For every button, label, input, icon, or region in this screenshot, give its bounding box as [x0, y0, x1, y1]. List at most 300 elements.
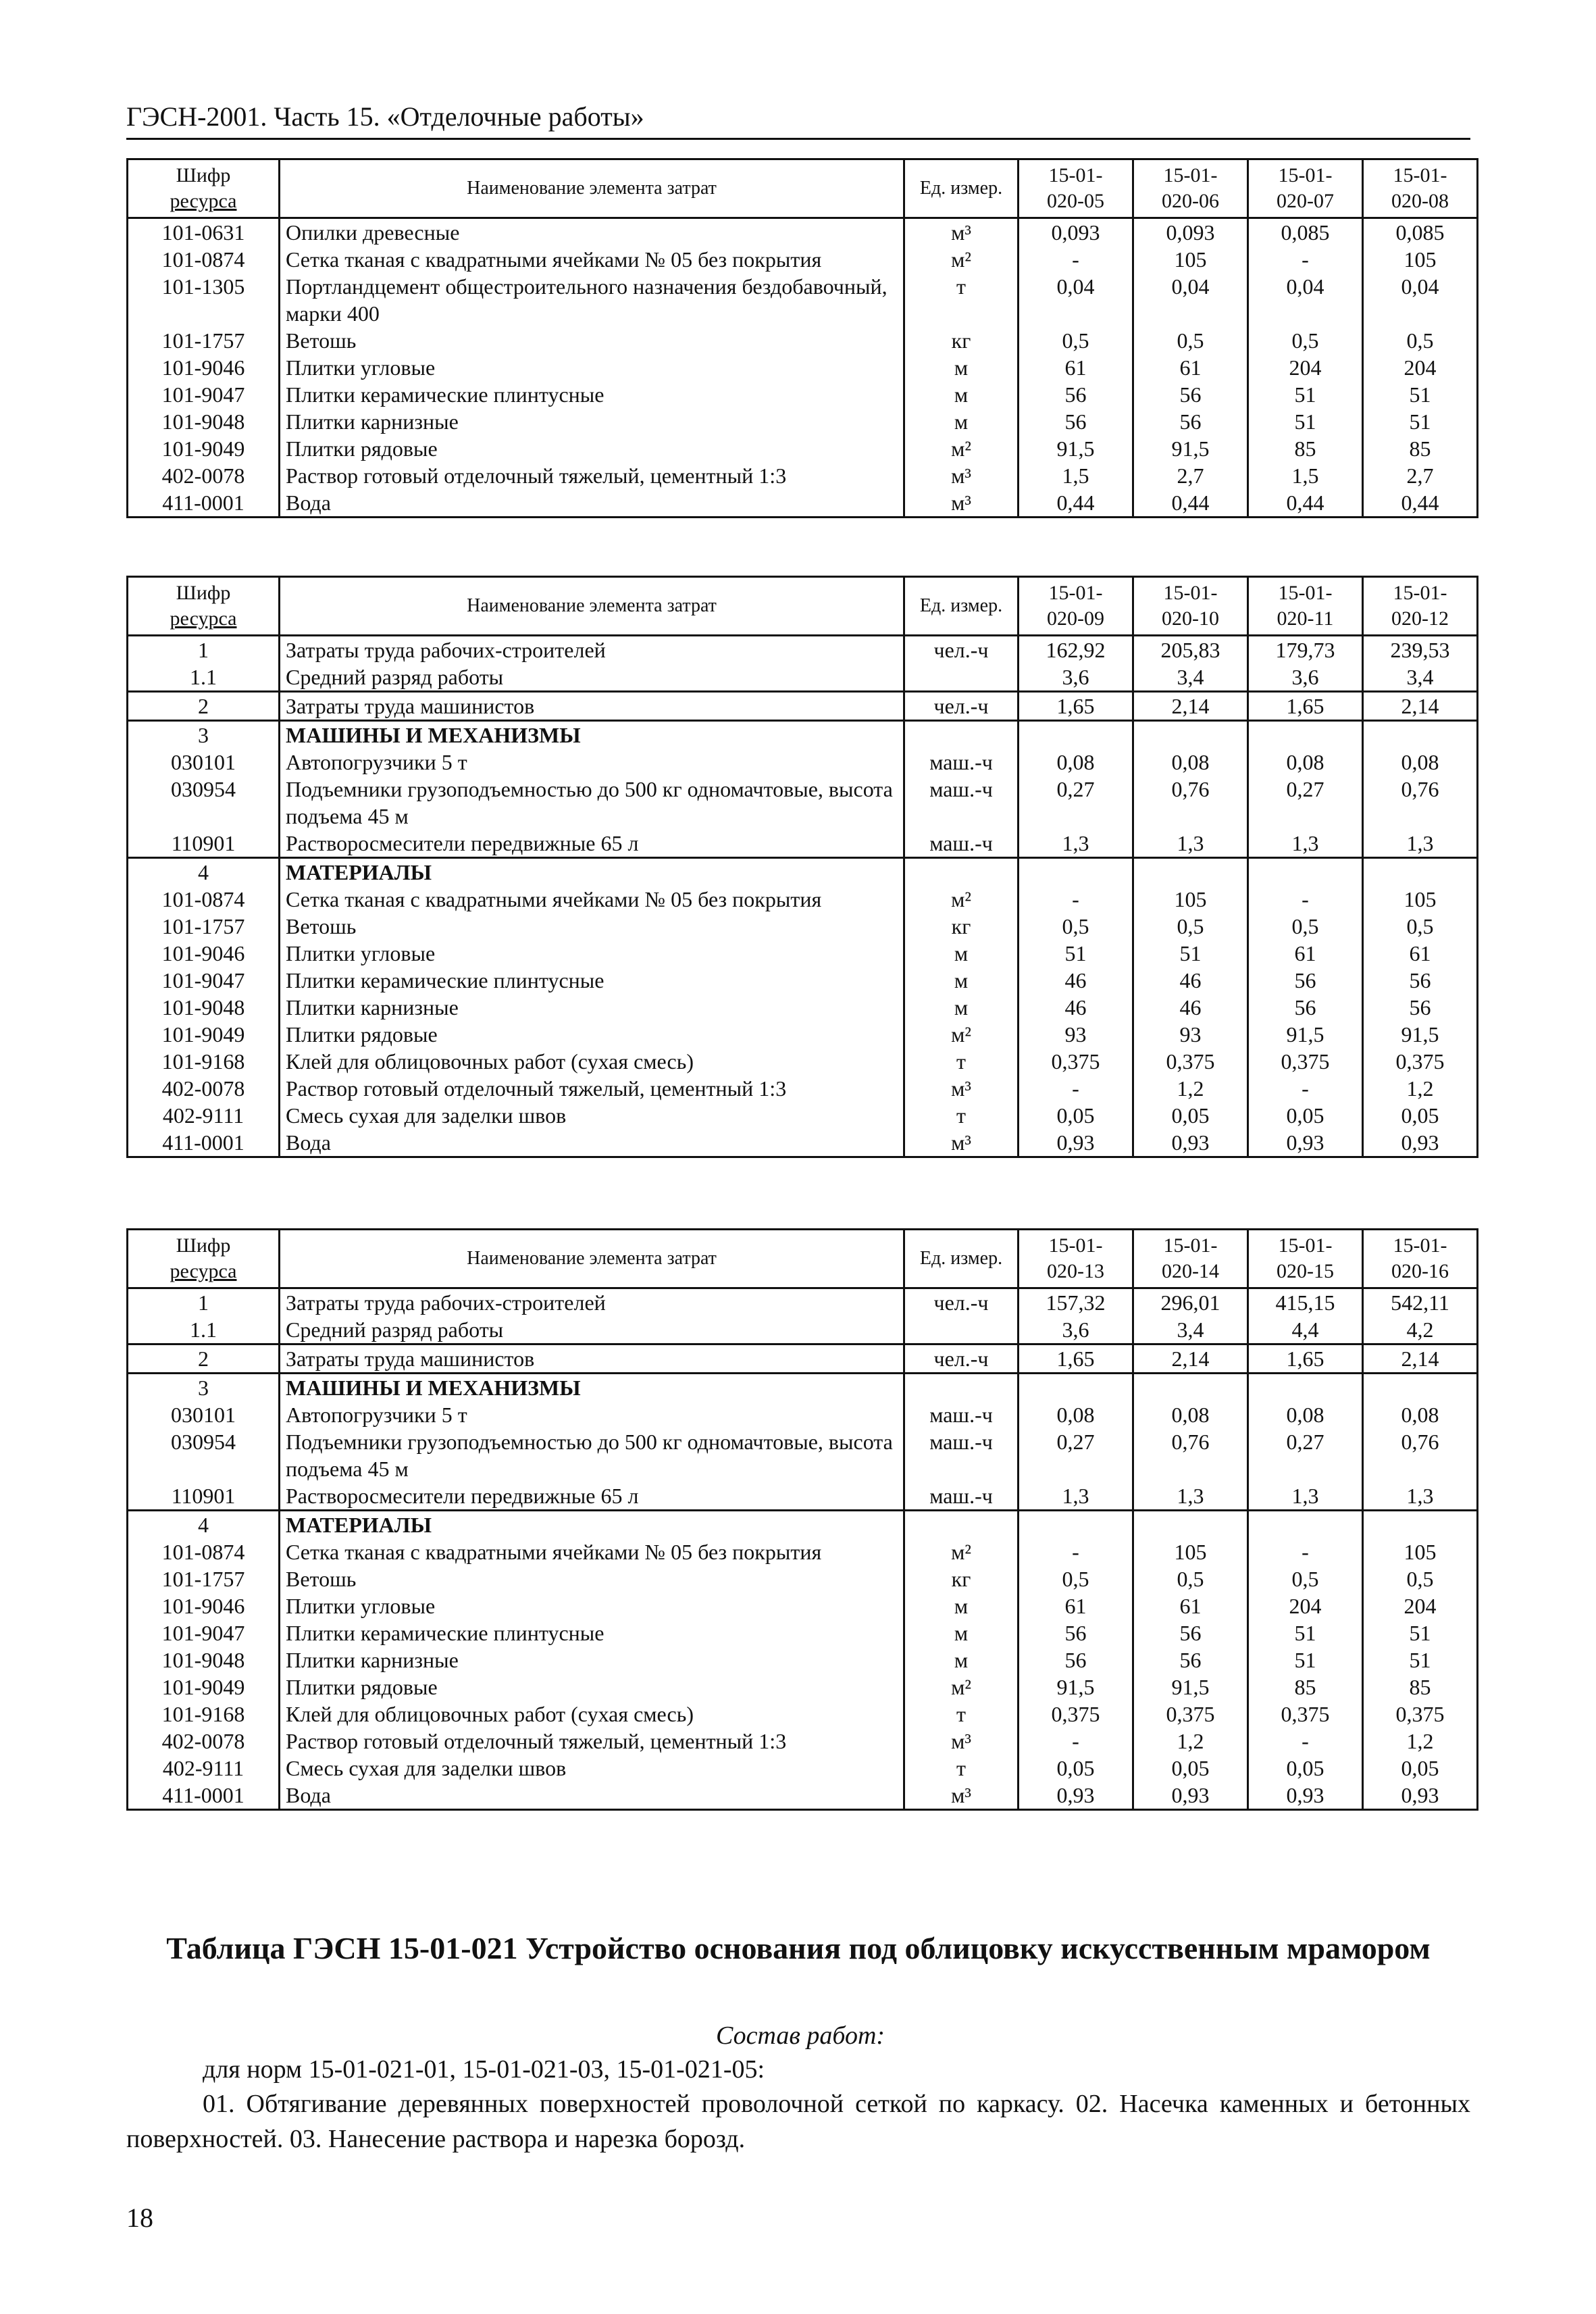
resource-unit: м [904, 994, 1019, 1021]
resource-name: Средний разряд работы [280, 663, 904, 692]
table-row [128, 1129, 1478, 1157]
resource-value: 2,14 [1363, 1344, 1478, 1374]
resource-value: 0,093 [1133, 218, 1248, 247]
resource-value: 46 [1019, 967, 1133, 994]
resource-value: 85 [1363, 1674, 1478, 1701]
resource-value [1363, 1374, 1478, 1402]
resource-code: 402-0078 [128, 462, 280, 489]
resource-value: - [1248, 1728, 1363, 1755]
header-unit: Ед. измер. [904, 577, 1019, 636]
resource-code: 101-1757 [128, 913, 280, 940]
resource-unit: м³ [904, 218, 1019, 247]
resource-code: 402-0078 [128, 1728, 280, 1755]
resource-unit: м³ [904, 489, 1019, 518]
resource-name: МАШИНЫ И МЕХАНИЗМЫ [280, 1374, 904, 1402]
resource-value: 56 [1019, 1619, 1133, 1646]
resource-value: 105 [1133, 246, 1248, 273]
resource-code: 110901 [128, 830, 280, 858]
resource-value: 0,44 [1133, 489, 1248, 518]
resource-value: 1,3 [1363, 830, 1478, 858]
header-code-line2: ресурса [170, 607, 237, 630]
resource-value: 2,14 [1133, 1344, 1248, 1374]
resource-unit: м [904, 408, 1019, 435]
resource-value: 0,5 [1019, 913, 1133, 940]
resource-value: 2,14 [1363, 692, 1478, 721]
resource-code: 402-9111 [128, 1102, 280, 1129]
resource-name: Растворосмесители передвижные 65 л [280, 1482, 904, 1511]
resource-code: 1 [128, 1288, 280, 1317]
resource-value: 61 [1363, 940, 1478, 967]
resource-value: 0,08 [1363, 749, 1478, 776]
resource-value: 0,05 [1133, 1102, 1248, 1129]
header-code-line1: Шифр [176, 164, 231, 186]
header-name: Наименование элемента затрат [280, 159, 904, 218]
resource-value: 0,08 [1248, 1401, 1363, 1428]
resource-value: 91,5 [1133, 435, 1248, 462]
resource-value: 85 [1248, 1674, 1363, 1701]
header-code [128, 159, 280, 218]
resource-value: 1,3 [1248, 1482, 1363, 1511]
resource-name: Раствор готовый отделочный тяжелый, цементный 1:3 [280, 462, 904, 489]
norm-code-line1: 15-01- [1048, 1234, 1103, 1257]
resource-name: Затраты труда рабочих-строителей [280, 636, 904, 664]
table-row [128, 1344, 1478, 1374]
resource-value: 2,7 [1133, 462, 1248, 489]
resource-unit [904, 1511, 1019, 1539]
resource-value: 0,375 [1133, 1701, 1248, 1728]
header-norm-code [1363, 1230, 1478, 1288]
resource-value: 1,2 [1133, 1728, 1248, 1755]
table-row [128, 1728, 1478, 1755]
resource-name: Клей для облицовочных работ (сухая смесь) [280, 1701, 904, 1728]
resource-unit: м³ [904, 1728, 1019, 1755]
resource-value: 0,05 [1133, 1755, 1248, 1782]
norm-code-line2: 020-13 [1047, 1260, 1104, 1282]
header-norm-code [1133, 159, 1248, 218]
table-row [128, 1511, 1478, 1539]
works-description: 01. Обтягивание деревянных поверхностей проволочной сеткой по каркасу. 02. Насечка каменных и бетонных поверхностей. 03. Нанесение раствора и нарезка борозд. [126, 2090, 1470, 2153]
resource-name: Плитки рядовые [280, 435, 904, 462]
resource-name: Смесь сухая для заделки швов [280, 1755, 904, 1782]
resource-value [1248, 1511, 1363, 1539]
table-row [128, 381, 1478, 408]
resource-unit: м² [904, 1674, 1019, 1701]
resource-name: Плитки рядовые [280, 1674, 904, 1701]
resource-code: 101-1757 [128, 1565, 280, 1592]
resource-code: 101-9049 [128, 1021, 280, 1048]
resource-unit: т [904, 1048, 1019, 1075]
resource-name: Опилки древесные [280, 218, 904, 247]
resource-name: Плитки карнизные [280, 994, 904, 1021]
norm-code-line2: 020-12 [1391, 607, 1449, 630]
resource-code: 101-0874 [128, 1538, 280, 1565]
resource-value: 61 [1133, 1592, 1248, 1619]
table-row [128, 940, 1478, 967]
table-row [128, 663, 1478, 692]
resource-value: 61 [1019, 354, 1133, 381]
table-header [128, 1230, 1478, 1288]
resource-value: 1,3 [1019, 830, 1133, 858]
resource-unit: т [904, 1102, 1019, 1129]
resource-value: 0,5 [1133, 327, 1248, 354]
resource-unit: чел.-ч [904, 636, 1019, 664]
resource-name: Раствор готовый отделочный тяжелый, цементный 1:3 [280, 1728, 904, 1755]
resource-value: 0,5 [1363, 1565, 1478, 1592]
resource-code: 2 [128, 692, 280, 721]
table-row [128, 1428, 1478, 1482]
resource-name: Плитки керамические плинтусные [280, 1619, 904, 1646]
norm-code-line2: 020-09 [1047, 607, 1104, 630]
resource-unit: т [904, 273, 1019, 327]
resource-value: 1,5 [1248, 462, 1363, 489]
resource-value: 4,2 [1363, 1316, 1478, 1344]
resource-value: 0,05 [1363, 1102, 1478, 1129]
resource-value: 0,27 [1019, 776, 1133, 830]
resource-code: 1 [128, 636, 280, 664]
resource-code: 402-9111 [128, 1755, 280, 1782]
norm-code-line1: 15-01- [1163, 582, 1218, 604]
resource-value: 56 [1019, 1646, 1133, 1674]
resource-value: 0,5 [1248, 327, 1363, 354]
resource-value: 91,5 [1248, 1021, 1363, 1048]
resource-value: 1,3 [1133, 1482, 1248, 1511]
header-unit: Ед. измер. [904, 1230, 1019, 1288]
resource-value: 3,6 [1019, 663, 1133, 692]
resource-value: 56 [1248, 994, 1363, 1021]
composition-label: Состав работ: [716, 2021, 885, 2050]
table-row [128, 1592, 1478, 1619]
resource-value: 0,04 [1363, 273, 1478, 327]
table-row [128, 1021, 1478, 1048]
resource-value: 0,08 [1019, 1401, 1133, 1428]
table-row [128, 1565, 1478, 1592]
resource-value: 0,05 [1248, 1755, 1363, 1782]
norm-code-line2: 020-05 [1047, 190, 1104, 212]
resource-value: 0,76 [1133, 776, 1248, 830]
resource-name: Подъемники грузоподъемностью до 500 кг одномачтовые, высота подъема 45 м [280, 776, 904, 830]
norm-code-line1: 15-01- [1393, 1234, 1447, 1257]
resource-value: 0,08 [1133, 749, 1248, 776]
resource-unit: чел.-ч [904, 1288, 1019, 1317]
resource-value: 2,14 [1133, 692, 1248, 721]
header-norm-code [1019, 577, 1133, 636]
resource-value: 85 [1363, 435, 1478, 462]
resource-value: 46 [1019, 994, 1133, 1021]
norm-code-line1: 15-01- [1163, 164, 1218, 186]
table-row [128, 858, 1478, 886]
resource-name: Клей для облицовочных работ (сухая смесь) [280, 1048, 904, 1075]
resource-name: Растворосмесители передвижные 65 л [280, 830, 904, 858]
resource-name: Сетка тканая с квадратными ячейками № 05 без покрытия [280, 886, 904, 913]
table-row [128, 1288, 1478, 1317]
resource-code: 411-0001 [128, 489, 280, 518]
resource-value: 93 [1133, 1021, 1248, 1048]
resource-value: 3,4 [1133, 1316, 1248, 1344]
resource-value: 0,05 [1248, 1102, 1363, 1129]
table-body [128, 218, 1478, 518]
header-code-line2: ресурса [170, 190, 237, 212]
resource-value: 56 [1363, 967, 1478, 994]
resource-value: 0,27 [1019, 1428, 1133, 1482]
resource-value: 56 [1248, 967, 1363, 994]
resource-value: 0,04 [1133, 273, 1248, 327]
header-norm-code [1248, 577, 1363, 636]
resource-unit [904, 1374, 1019, 1402]
table-row [128, 273, 1478, 327]
norm-code-line1: 15-01- [1163, 1234, 1218, 1257]
header-norm-code [1363, 159, 1478, 218]
resource-unit: маш.-ч [904, 830, 1019, 858]
resource-name: Сетка тканая с квадратными ячейками № 05 без покрытия [280, 246, 904, 273]
resource-value: 0,5 [1133, 1565, 1248, 1592]
resource-value: 51 [1133, 940, 1248, 967]
resource-value: 51 [1248, 1619, 1363, 1646]
resource-value: 0,5 [1019, 327, 1133, 354]
resource-value: 1,3 [1363, 1482, 1478, 1511]
resource-code: 101-0874 [128, 246, 280, 273]
resource-value [1019, 858, 1133, 886]
resource-name: Плитки карнизные [280, 408, 904, 435]
resource-value: 0,05 [1019, 1755, 1133, 1782]
resource-value: 1,65 [1248, 1344, 1363, 1374]
resource-value: - [1019, 1538, 1133, 1565]
table-row [128, 1701, 1478, 1728]
resource-value: 0,5 [1133, 913, 1248, 940]
resource-value: 51 [1248, 408, 1363, 435]
norm-code-line1: 15-01- [1393, 582, 1447, 604]
table-row [128, 1674, 1478, 1701]
table-header [128, 159, 1478, 218]
resource-value: 157,32 [1019, 1288, 1133, 1317]
resource-unit: кг [904, 1565, 1019, 1592]
resource-code: 110901 [128, 1482, 280, 1511]
header-norm-code [1133, 577, 1248, 636]
resource-value: 91,5 [1133, 1674, 1248, 1701]
resource-unit: кг [904, 327, 1019, 354]
resource-value [1133, 1374, 1248, 1402]
norms-line: для норм 15-01-021-01, 15-01-021-03, 15-01-021-05: [203, 2055, 765, 2084]
resource-value: - [1248, 1075, 1363, 1102]
resource-code: 4 [128, 858, 280, 886]
header-row [128, 577, 1478, 636]
resource-value: 0,76 [1363, 776, 1478, 830]
resource-value: 1,3 [1133, 830, 1248, 858]
resource-value [1363, 858, 1478, 886]
table-row [128, 994, 1478, 1021]
resource-value: 51 [1248, 1646, 1363, 1674]
table-row [128, 1538, 1478, 1565]
resource-unit: маш.-ч [904, 749, 1019, 776]
table-row [128, 776, 1478, 830]
resource-name: Вода [280, 1129, 904, 1157]
resource-name: Автопогрузчики 5 т [280, 1401, 904, 1428]
resource-unit [904, 1316, 1019, 1344]
resource-unit: чел.-ч [904, 692, 1019, 721]
resource-value: 46 [1133, 967, 1248, 994]
resource-code: 101-1305 [128, 273, 280, 327]
resource-name: Плитки угловые [280, 1592, 904, 1619]
resource-name: МАТЕРИАЛЫ [280, 858, 904, 886]
norm-code-line2: 020-14 [1162, 1260, 1219, 1282]
resource-value: 0,93 [1363, 1129, 1478, 1157]
resource-value: 1,2 [1363, 1728, 1478, 1755]
header-code-line2: ресурса [170, 1260, 237, 1282]
resource-name: Портландцемент общестроительного назначения бездобавочный, марки 400 [280, 273, 904, 327]
resource-name: Ветошь [280, 327, 904, 354]
resource-code: 1.1 [128, 663, 280, 692]
resource-value [1019, 721, 1133, 749]
resource-value: - [1019, 886, 1133, 913]
resource-value: 56 [1133, 1619, 1248, 1646]
resource-table-1 [126, 158, 1478, 518]
norm-code-line2: 020-16 [1391, 1260, 1449, 1282]
header-norm-code [1363, 577, 1478, 636]
resource-value: 0,44 [1248, 489, 1363, 518]
resource-value: 0,93 [1019, 1129, 1133, 1157]
header-code-line1: Шифр [176, 1234, 231, 1257]
table-row [128, 1755, 1478, 1782]
resource-value [1133, 1511, 1248, 1539]
table-row [128, 692, 1478, 721]
resource-value: 0,76 [1363, 1428, 1478, 1482]
resource-code: 101-9047 [128, 967, 280, 994]
resource-name: Смесь сухая для заделки швов [280, 1102, 904, 1129]
resource-name: Затраты труда рабочих-строителей [280, 1288, 904, 1317]
norm-code-line2: 020-11 [1277, 607, 1334, 630]
table-row [128, 435, 1478, 462]
section-title: Таблица ГЭСН 15-01-021 Устройство основания под облицовку искусственным мрамором [166, 1931, 1431, 1965]
resource-value: - [1019, 246, 1133, 273]
resource-code: 101-9049 [128, 435, 280, 462]
resource-value: 0,375 [1019, 1048, 1133, 1075]
resource-value: 1,65 [1248, 692, 1363, 721]
resource-unit: маш.-ч [904, 1428, 1019, 1482]
resource-value: 91,5 [1019, 435, 1133, 462]
resource-value: 0,5 [1363, 913, 1478, 940]
resource-value: 61 [1248, 940, 1363, 967]
resource-value: 0,93 [1133, 1782, 1248, 1810]
resource-value: 1,65 [1019, 692, 1133, 721]
resource-code: 030101 [128, 749, 280, 776]
resource-value [1019, 1374, 1133, 1402]
resource-value: 61 [1133, 354, 1248, 381]
resource-value: 51 [1363, 1646, 1478, 1674]
header-row [128, 1230, 1478, 1288]
resource-value: 0,08 [1019, 749, 1133, 776]
resource-value [1248, 721, 1363, 749]
resource-code: 030101 [128, 1401, 280, 1428]
resource-value: 1,3 [1248, 830, 1363, 858]
table-row [128, 1048, 1478, 1075]
table-row [128, 967, 1478, 994]
resource-code: 101-9168 [128, 1701, 280, 1728]
resource-value: 204 [1363, 354, 1478, 381]
norm-code-line2: 020-10 [1162, 607, 1219, 630]
norm-code-line1: 15-01- [1278, 582, 1333, 604]
resource-value: 0,44 [1363, 489, 1478, 518]
resource-code: 2 [128, 1344, 280, 1374]
header-row [128, 159, 1478, 218]
resource-value: 51 [1363, 1619, 1478, 1646]
table-header [128, 577, 1478, 636]
header-code [128, 577, 280, 636]
resource-value: 0,93 [1248, 1782, 1363, 1810]
resource-table-3 [126, 1228, 1478, 1811]
resource-code: 030954 [128, 1428, 280, 1482]
resource-value: 0,085 [1248, 218, 1363, 247]
table-row [128, 721, 1478, 749]
resource-value: 162,92 [1019, 636, 1133, 664]
norm-code-line2: 020-08 [1391, 190, 1449, 212]
resource-value: 0,5 [1019, 1565, 1133, 1592]
resource-value: 51 [1363, 381, 1478, 408]
resource-value: 3,4 [1133, 663, 1248, 692]
resource-code: 101-9048 [128, 408, 280, 435]
resource-value: 56 [1133, 381, 1248, 408]
header-name: Наименование элемента затрат [280, 577, 904, 636]
resource-value: 105 [1363, 246, 1478, 273]
table-row [128, 1075, 1478, 1102]
resource-value: 56 [1133, 408, 1248, 435]
table-body [128, 1288, 1478, 1810]
resource-name: Сетка тканая с квадратными ячейками № 05 без покрытия [280, 1538, 904, 1565]
resource-value: 3,4 [1363, 663, 1478, 692]
resource-name: Вода [280, 489, 904, 518]
resource-value: 415,15 [1248, 1288, 1363, 1317]
table-row [128, 327, 1478, 354]
header-code [128, 1230, 280, 1288]
norm-code-line2: 020-15 [1277, 1260, 1334, 1282]
resource-value: 0,08 [1363, 1401, 1478, 1428]
resource-value: 105 [1363, 886, 1478, 913]
resource-value: 204 [1363, 1592, 1478, 1619]
resource-value: 93 [1019, 1021, 1133, 1048]
resource-name: МАШИНЫ И МЕХАНИЗМЫ [280, 721, 904, 749]
resource-value [1248, 1374, 1363, 1402]
norm-code-line1: 15-01- [1048, 582, 1103, 604]
resource-value: 3,6 [1248, 663, 1363, 692]
resource-unit: м² [904, 1538, 1019, 1565]
table-row [128, 1374, 1478, 1402]
resource-code: 402-0078 [128, 1075, 280, 1102]
resource-value: 1,5 [1019, 462, 1133, 489]
resource-value: 0,375 [1248, 1701, 1363, 1728]
resource-unit: м² [904, 435, 1019, 462]
header-unit: Ед. измер. [904, 159, 1019, 218]
resource-code: 1.1 [128, 1316, 280, 1344]
resource-value: 0,27 [1248, 1428, 1363, 1482]
resource-value: 204 [1248, 354, 1363, 381]
resource-value: 2,7 [1363, 462, 1478, 489]
table-row [128, 1102, 1478, 1129]
header-norm-code [1019, 159, 1133, 218]
resource-value: 56 [1133, 1646, 1248, 1674]
resource-value: 0,76 [1133, 1428, 1248, 1482]
resource-value [1133, 858, 1248, 886]
norm-code-line1: 15-01- [1048, 164, 1103, 186]
resource-value: 0,27 [1248, 776, 1363, 830]
norm-code-line2: 020-06 [1162, 190, 1219, 212]
resource-value: 0,93 [1248, 1129, 1363, 1157]
resource-code: 3 [128, 721, 280, 749]
resource-unit: чел.-ч [904, 1344, 1019, 1374]
resource-unit [904, 858, 1019, 886]
resource-value: 0,093 [1019, 218, 1133, 247]
resource-value: - [1248, 1538, 1363, 1565]
resource-name: Ветошь [280, 913, 904, 940]
resource-value [1248, 858, 1363, 886]
resource-unit: м [904, 1592, 1019, 1619]
